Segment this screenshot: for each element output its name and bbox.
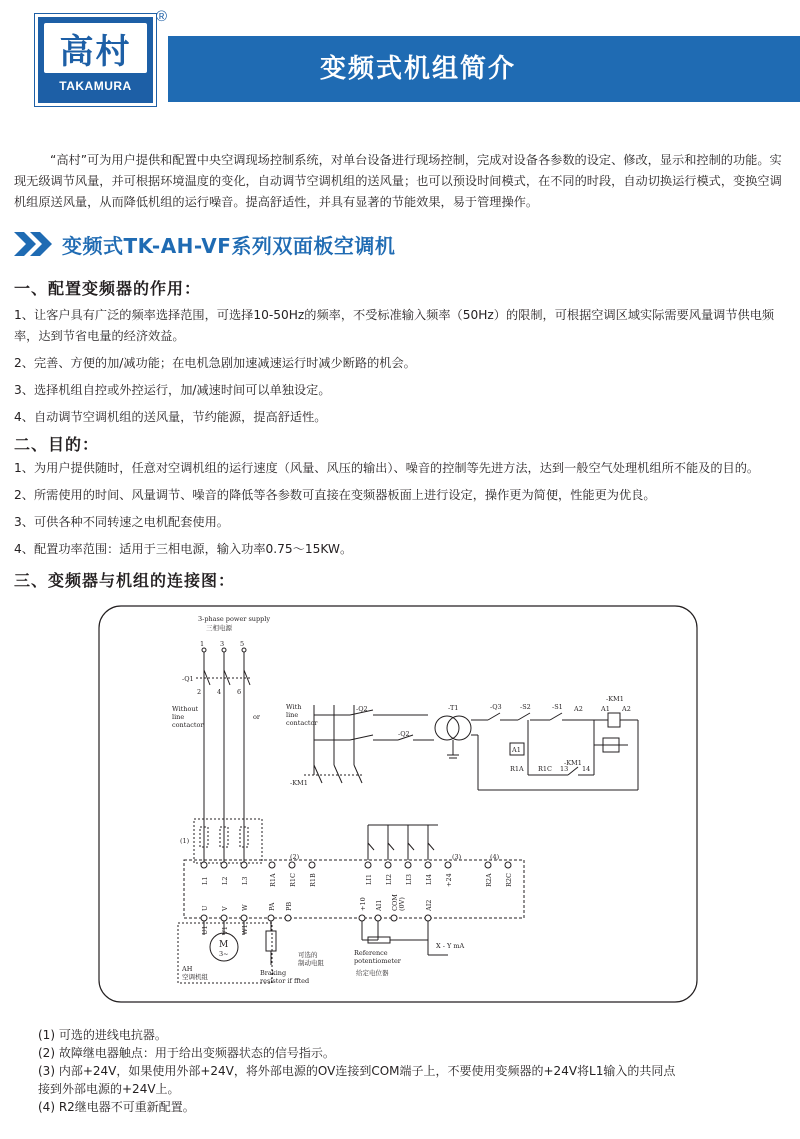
note-marker-1: (1) <box>180 837 190 845</box>
motor-terminal: V1 <box>221 926 229 935</box>
braking-label: Braking <box>260 969 287 977</box>
s2-label: -S2 <box>520 703 531 711</box>
node-14: 14 <box>582 765 591 773</box>
a2-label: A2 <box>574 705 583 713</box>
phase-num: 5 <box>240 640 245 648</box>
logo-english-name: TAKAMURA <box>59 79 132 93</box>
r1a-label: R1A <box>510 765 524 773</box>
a2-label: A2 <box>622 705 631 713</box>
terminal-label: U <box>201 905 209 911</box>
t1-label: -T1 <box>448 704 459 712</box>
with-contactor-label: line <box>286 711 299 719</box>
potentiometer-label: Reference <box>354 949 388 957</box>
terminal-label: R2C <box>505 872 513 887</box>
logo-chinese-name: 高村 <box>59 31 132 72</box>
km1-label: -KM1 <box>290 779 308 787</box>
with-contactor-label: contactor <box>286 719 318 727</box>
ah-label: AH <box>182 965 193 973</box>
phase-num: 3 <box>220 640 225 648</box>
terminal-label: AI1 <box>375 899 383 911</box>
potentiometer-label: potentiometer <box>354 957 401 965</box>
section3-heading: 三、变频器与机组的连接图： <box>14 571 236 590</box>
motor-label: M <box>219 940 229 950</box>
ah-cn-label: 空调机组 <box>182 973 208 981</box>
list-item: 2、所需使用的时间、风量调节、噪音的降低等各参数可直接在变频器板面上进行设定，操作更为简便，性能更为优良。 <box>14 488 656 502</box>
q3-label: -Q3 <box>490 703 502 711</box>
without-contactor-label: line <box>172 713 185 721</box>
with-contactor-label: With <box>286 703 302 711</box>
r1c-label: R1C <box>538 765 553 773</box>
terminal-label: PB <box>285 901 293 911</box>
series-title: 变频式TK-AH-VF系列双面板空调机 <box>62 233 396 258</box>
q1-label: -Q1 <box>182 675 194 683</box>
braking-cn-label: 可选的 <box>298 951 318 959</box>
section2-list <box>14 458 794 560</box>
km1-label: -KM1 <box>564 759 582 767</box>
motor-terminal: W1 <box>241 924 249 935</box>
list-item: 2、完善、方便的加/减功能；在电机急剧加速减速运行时减少断路的机会。 <box>14 356 416 370</box>
terminal-label: PA <box>268 902 276 911</box>
terminal-label: R2A <box>485 873 493 887</box>
power-supply-cn: 三相电源 <box>206 624 232 632</box>
note-item: (3) 内部+24V，如果使用外部+24V，将外部电源的OV连接到COM端子上，不要使用变频器的+24V将L1输入的共同点 <box>38 1064 676 1078</box>
motor-phase: 3~ <box>219 950 229 958</box>
section1-list <box>14 305 794 428</box>
or-label: or <box>253 713 261 721</box>
phase-num: 2 <box>197 688 202 696</box>
terminal-label: AI2 <box>425 899 433 911</box>
com-ov-label: (0V) <box>398 897 406 911</box>
q2-label: -Q2 <box>356 705 368 713</box>
terminal-label: R1C <box>289 872 297 887</box>
note-item: (1) 可选的进线电抗器。 <box>38 1028 167 1042</box>
logo-chinese-plate <box>44 23 147 73</box>
list-item: 3、选择机组自控或外控运行，加/减速时间可以单独设定。 <box>14 383 331 397</box>
section1-heading: 一、配置变频器的作用： <box>14 279 202 298</box>
section2-heading: 二、目的： <box>14 435 100 454</box>
double-chevron-icon <box>12 231 58 257</box>
terminal-label: R1B <box>309 873 317 887</box>
wiring-diagram <box>98 605 698 1003</box>
list-item: 1、让客户具有广泛的频率选择范围，可选择10-50Hz的频率，不受标准输入频率（50Hz）的限制，可根据空调区域实际需要风量调节供电频率，达到节省电量的经济效益。 <box>14 308 775 343</box>
terminal-label: LI3 <box>405 873 413 885</box>
phase-num: 1 <box>200 640 205 648</box>
note-marker-2: (2) <box>290 853 300 861</box>
list-item: 3、可供各种不同转速之电机配套使用。 <box>14 515 229 529</box>
terminal-label: W <box>241 904 249 911</box>
terminal-label: +10 <box>359 897 367 911</box>
terminal-label: R1A <box>269 873 277 887</box>
braking-cn-label: 制动电阻 <box>298 959 324 967</box>
note-marker-4: (4) <box>490 853 500 861</box>
a1-label: A1 <box>512 746 521 754</box>
signal-label: X - Y mA <box>436 942 465 950</box>
phase-num: 6 <box>237 688 242 696</box>
terminal-label: LI4 <box>425 873 433 885</box>
list-item: 4、自动调节空调机组的送风量，节约能源，提高舒适性。 <box>14 410 327 424</box>
terminal-label: LI2 <box>385 873 393 885</box>
node-13: 13 <box>560 765 569 773</box>
without-contactor-label: contactor <box>172 721 204 729</box>
terminal-label: L2 <box>221 876 229 885</box>
q2-label: -Q2 <box>398 730 410 738</box>
registered-mark: ® <box>156 8 168 25</box>
s1-label: -S1 <box>552 703 563 711</box>
km1-label: -KM1 <box>606 695 624 703</box>
terminal-label: LI1 <box>365 873 373 885</box>
terminal-label: V <box>221 906 229 911</box>
terminal-label: COM <box>391 894 399 911</box>
note-marker-3: (3) <box>452 853 462 861</box>
wiring-diagram-svg <box>98 605 698 1003</box>
intro-paragraph: “高村”可为用户提供和配置中央空调现场控制系统，对单台设备进行现场控制，完成对设备各参数的设定、修改，显示和控制的功能。实现无级调节风量，并可根据环境温度的变化，自动调节空调机组的送风量；也可以预设时间模式，在不同的时段，自动切换运行模式，变换空调机组原送风量，从而降低机组的运行噪音。提高舒适性，并具有显著的节能效果，易于管理操作。 <box>14 153 782 209</box>
motor-terminal: U1 <box>201 925 209 935</box>
note-item: (4) R2继电器不可重新配置。 <box>38 1100 195 1114</box>
list-item: 4、配置功率范围：适用于三相电源，输入功率0.75～15KW。 <box>14 542 353 556</box>
note-item: (2) 故障继电器触点：用于给出变频器状态的信号指示。 <box>38 1046 335 1060</box>
terminal-label: L3 <box>241 876 249 885</box>
phase-num: 4 <box>217 688 222 696</box>
list-item: 1、为用户提供随时，任意对空调机组的运行速度（风量、风压的输出）、噪音的控制等先进方法，达到一般空气处理机组所不能及的目的。 <box>14 461 760 475</box>
braking-label: resistor if ffted <box>260 977 310 985</box>
brand-logo <box>35 14 156 106</box>
terminal-label: +24 <box>445 873 453 887</box>
terminal-label: L1 <box>201 876 209 885</box>
note-item: 接到外部电源的+24V上。 <box>38 1082 180 1096</box>
without-contactor-label: Without <box>172 705 199 713</box>
diagram-notes <box>38 1026 758 1116</box>
potentiometer-cn-label: 给定电位器 <box>356 969 389 977</box>
page-title: 变频式机组简介 <box>319 54 516 84</box>
series-heading <box>12 230 395 258</box>
a1-label: A1 <box>601 705 610 713</box>
power-supply-label: 3-phase power supply <box>198 615 271 623</box>
